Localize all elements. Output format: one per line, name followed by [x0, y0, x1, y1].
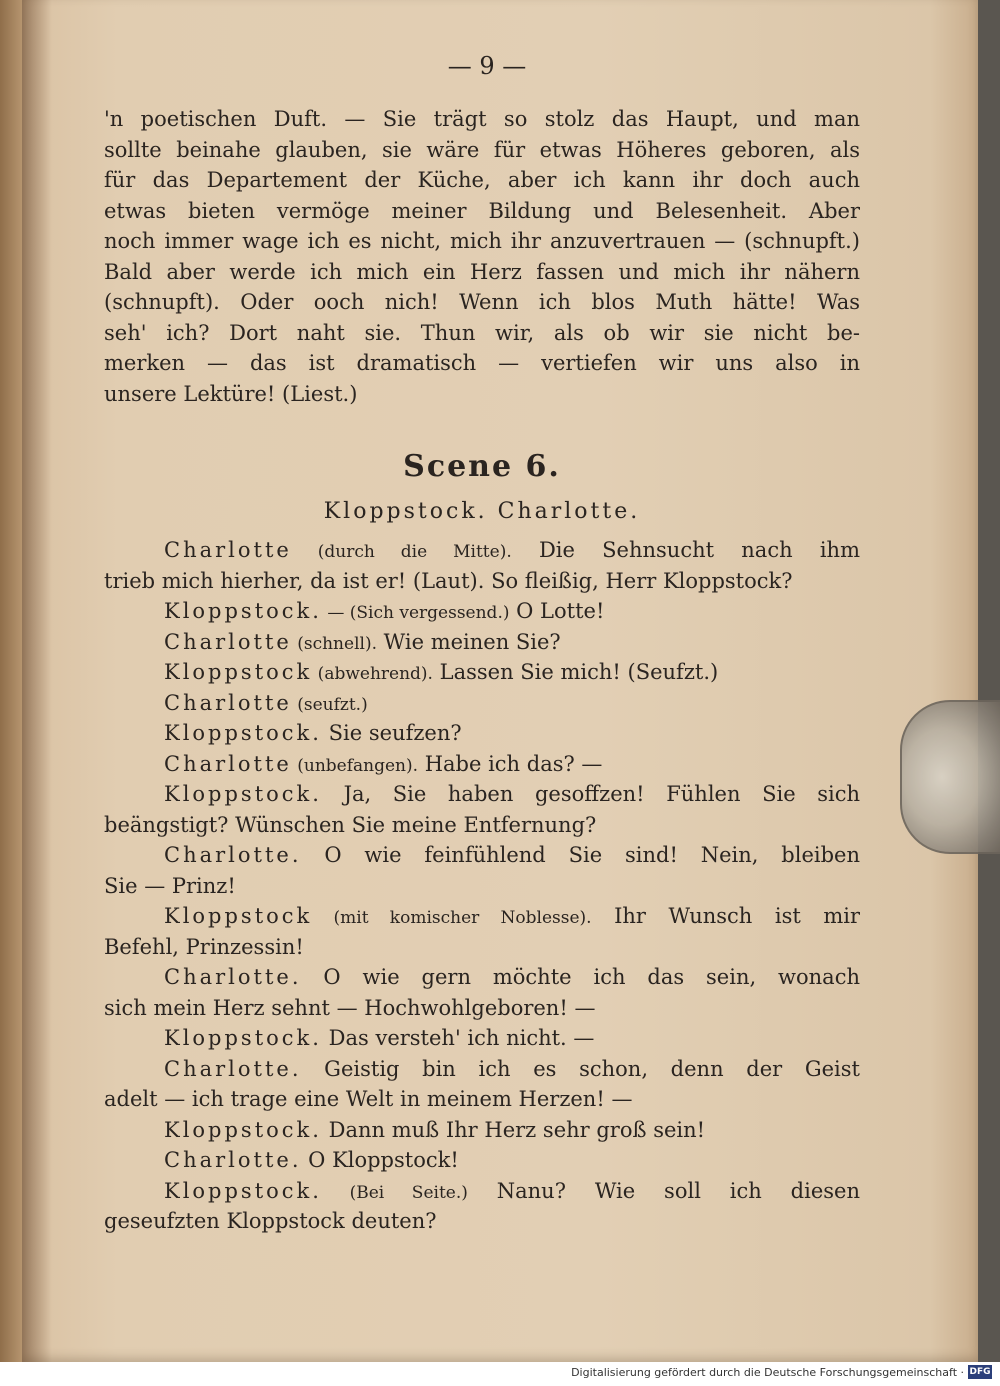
dialogue-line	[104, 596, 860, 627]
dialogue-line	[104, 718, 860, 749]
spoken-text: O Kloppstock!	[301, 1148, 459, 1172]
stage-direction: (seufzt.)	[291, 694, 368, 715]
dialogue-line	[104, 1115, 860, 1146]
dialogue-line	[104, 962, 860, 993]
speaker-name: Kloppstock	[164, 904, 313, 928]
dfg-logo: DFG	[969, 1367, 991, 1377]
speaker-name: Charlotte	[164, 629, 292, 654]
speaker-name: Charlotte	[164, 690, 292, 715]
spoken-text: Ihr Wunsch ist mir	[591, 904, 860, 928]
dialogue-line	[104, 1176, 860, 1207]
spoken-text: O wie feinfühlend Sie sind! Nein, bleiben	[301, 843, 860, 867]
dialogue-line	[104, 688, 860, 719]
page-clip	[900, 700, 1000, 854]
speaker-name: Charlotte.	[164, 1148, 302, 1172]
spoken-text: Sie seufzen?	[321, 721, 462, 745]
dialogue-line	[104, 749, 860, 780]
text-line: Bald aber werde ich mich ein Herz fassen und mich ihr nähern	[104, 259, 860, 284]
dialogue-continuation: trieb mich hierher, da ist er! (Laut). So fleißig, Herr Kloppstock?	[104, 568, 793, 593]
text-line: (schnupft). Oder ooch nich! Wenn ich blos Muth hätte! Was	[104, 290, 860, 314]
text-line: merken — das ist dramatisch — vertiefen wir uns also in	[104, 351, 860, 375]
text-line: noch immer wage ich es nicht, mich ihr anzuvertrauen — (schnupft.)	[104, 229, 860, 253]
speaker-name: Kloppstock.	[164, 1026, 322, 1050]
dialogue-line	[104, 779, 860, 810]
text-line: für das Departement der Küche, aber ich kann ihr doch auch	[104, 168, 860, 192]
dialogue-line	[104, 657, 860, 688]
scene-characters: Kloppstock. Charlotte.	[323, 499, 641, 524]
dialogue-continuation: geseufzten Kloppstock deuten?	[104, 1209, 437, 1233]
speaker-name: Charlotte	[164, 538, 292, 562]
speaker-name: Kloppstock.	[164, 1178, 322, 1203]
spoken-text: Habe ich das? —	[418, 751, 603, 776]
footer-credit: Digitalisierung gefördert durch die Deutsche Forschungsgemeinschaft ·	[571, 1366, 964, 1379]
stage-direction: (durch die Mitte).	[291, 542, 512, 562]
dialogue-continuation: sich mein Herz sehnt — Hochwohlgeboren! —	[104, 995, 596, 1020]
stage-direction: (Bei Seite.)	[321, 1182, 468, 1203]
stage-direction: (unbefangen).	[291, 755, 419, 776]
spoken-text: Ja, Sie haben gesoffzen! Fühlen Sie sich	[321, 782, 860, 806]
text-line: etwas bieten vermöge meiner Bildung und Belesenheit. Aber	[104, 198, 860, 223]
speaker-name: Kloppstock.	[164, 599, 322, 623]
intro-paragraph	[104, 104, 860, 409]
spoken-text: O wie gern möchte ich das sein, wonach	[301, 965, 860, 989]
dialogue-line	[104, 535, 860, 566]
speaker-name: Kloppstock.	[164, 1117, 322, 1142]
page-content	[104, 46, 860, 1237]
dialogue-continuation: beängstigt? Wünschen Sie meine Entfernung?	[104, 812, 597, 837]
speaker-name: Charlotte.	[164, 965, 302, 989]
dialogue	[104, 535, 860, 1237]
text-line: sollte beinahe glauben, sie wäre für etwas Höheres geboren, als	[104, 137, 860, 162]
text-line: seh' ich? Dort naht sie. Thun wir, als ob wir sie nicht be-	[104, 320, 860, 345]
dialogue-line	[104, 901, 860, 932]
dialogue-continuation: Befehl, Prinzessin!	[104, 934, 304, 959]
dialogue-line	[104, 1023, 860, 1054]
dialogue-continuation: Sie — Prinz!	[104, 873, 236, 898]
stage-direction: (mit komischer Noblesse).	[312, 908, 592, 928]
dialogue-line	[104, 1145, 860, 1176]
dialogue-line	[104, 627, 860, 658]
speaker-name: Kloppstock	[164, 660, 313, 684]
dialogue-continuation: adelt — ich trage eine Welt in meinem Herzen! —	[104, 1087, 633, 1111]
spoken-text: Geistig bin ich es schon, denn der Geist	[301, 1056, 860, 1081]
speaker-name: Charlotte.	[164, 843, 302, 867]
spoken-text: Die Sehnsucht nach ihm	[511, 538, 860, 562]
dialogue-line	[104, 840, 860, 871]
stage-direction: (abwehrend).	[312, 664, 433, 684]
spoken-text: O Lotte!	[509, 599, 605, 623]
spoken-text: Lassen Sie mich! (Seufzt.)	[432, 660, 719, 684]
spoken-text: Nanu? Wie soll ich diesen	[467, 1178, 860, 1203]
stage-direction: — (Sich vergessend.)	[321, 603, 510, 623]
dialogue-line	[104, 1054, 860, 1085]
page-number: — 9 —	[447, 52, 527, 80]
text-line: unsere Lektüre! (Liest.)	[104, 381, 358, 406]
page-gutter-shadow	[22, 0, 52, 1362]
speaker-name: Charlotte.	[164, 1056, 302, 1081]
stage-direction: (schnell).	[291, 633, 377, 654]
speaker-name: Kloppstock.	[164, 782, 322, 806]
scene-heading: Scene 6.	[403, 449, 561, 484]
text-line: 'n poetischen Duft. — Sie trägt so stolz das Haupt, und man	[104, 107, 860, 131]
speaker-name: Charlotte	[164, 751, 292, 776]
spoken-text: Wie meinen Sie?	[376, 629, 561, 654]
speaker-name: Kloppstock.	[164, 721, 322, 745]
spoken-text: Das versteh' ich nicht. —	[321, 1026, 595, 1050]
spoken-text: Dann muß Ihr Herz sehr groß sein!	[321, 1117, 706, 1142]
